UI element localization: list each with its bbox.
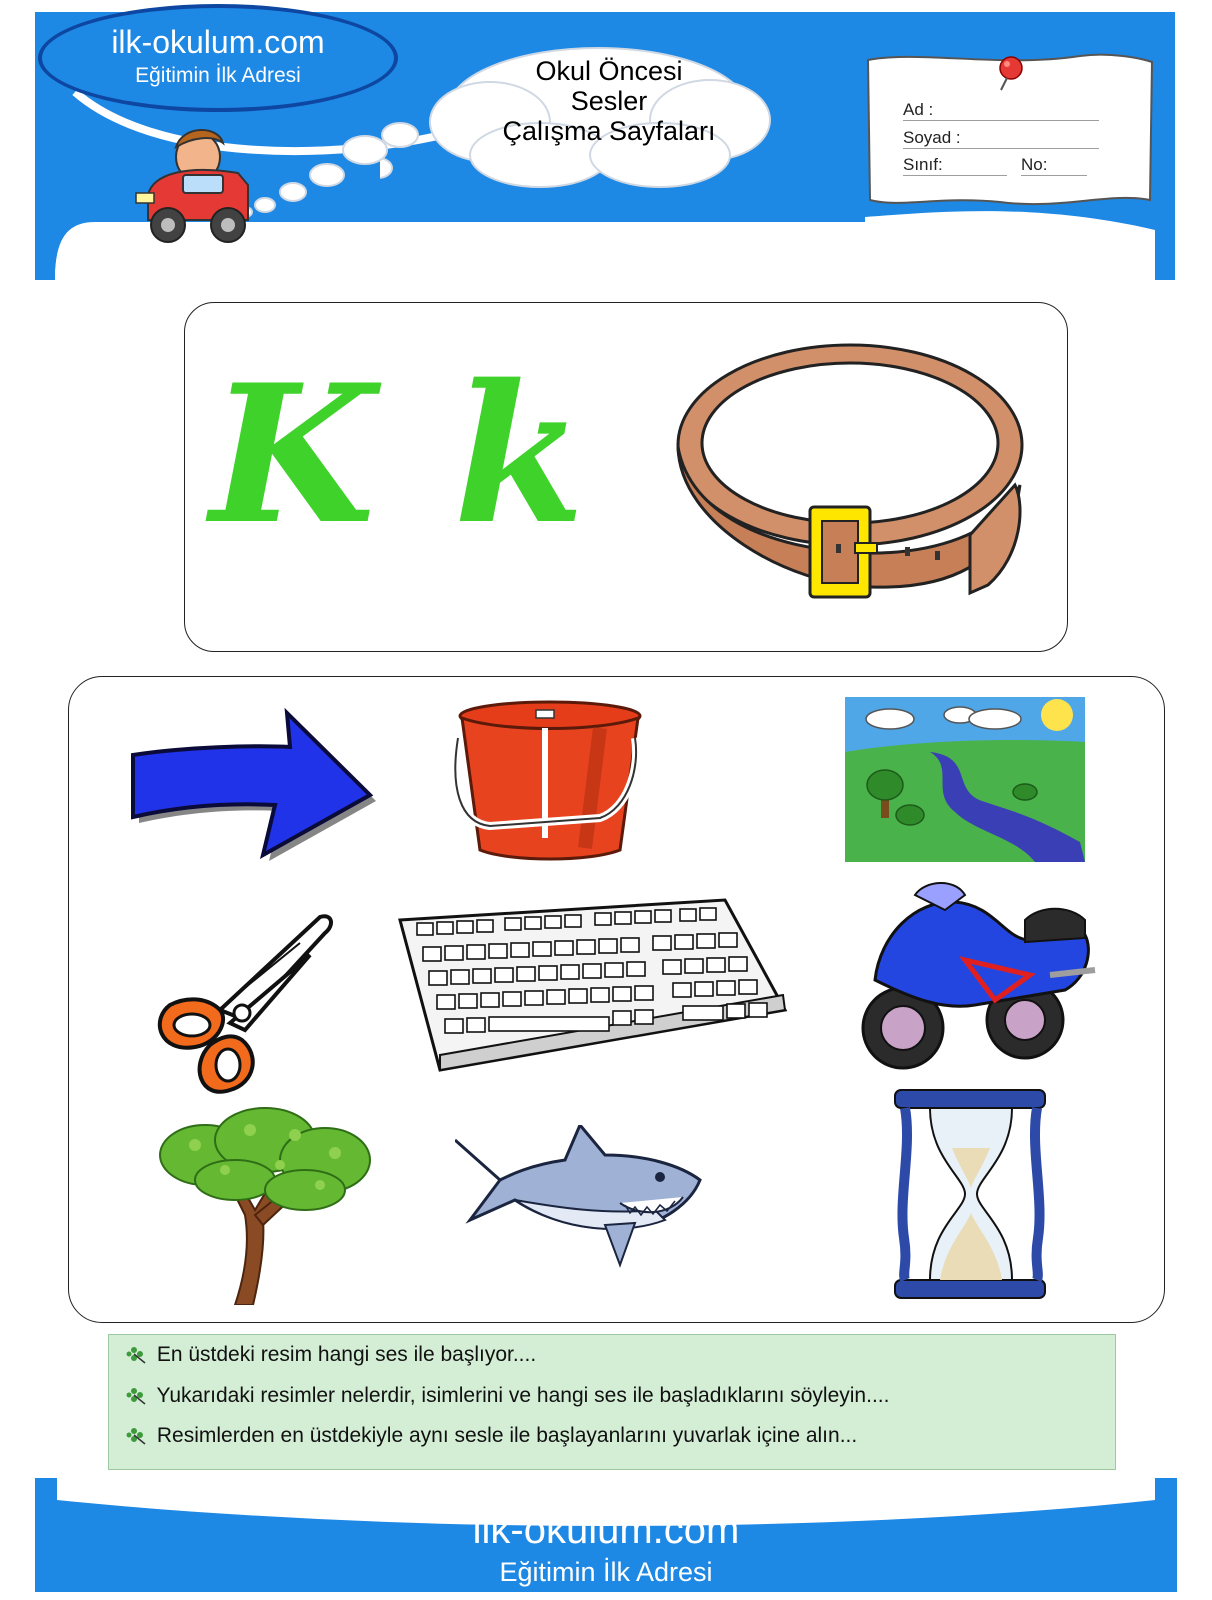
arrow-icon: [125, 705, 380, 865]
belt-icon: [670, 335, 1040, 620]
motorcycle-icon: [855, 880, 1100, 1075]
class-label: Sınıf:: [903, 155, 943, 174]
page-title: [448, 50, 770, 168]
title-line-1: Okul Öncesi: [535, 56, 683, 86]
student-info-card: [883, 58, 1123, 208]
letter-k: K k: [210, 343, 591, 566]
instruction-text: Yukarıdaki resimler nelerdir, isimlerini ve hangi ses ile başladıklarını söyleyin....: [156, 1384, 890, 1407]
surname-field[interactable]: [903, 128, 1099, 149]
scissors-icon: [150, 905, 340, 1100]
instruction-item: [125, 1384, 889, 1408]
instruction-text: En üstdeki resim hangi ses ile başlıyor....: [156, 1343, 537, 1366]
surname-label: Soyad :: [903, 128, 961, 147]
title-line-3: Çalışma Sayfaları: [502, 116, 716, 146]
footer-site-name[interactable]: ilk-okulum.com: [472, 1508, 740, 1552]
instruction-text: Resimlerden en üstdekiyle aynı sesle ile başlayanlarını yuvarlak içine alın...: [156, 1424, 858, 1447]
tree-icon: [155, 1105, 375, 1305]
footer-site-tagline: Eğitimin İlk Adresi: [499, 1557, 713, 1587]
bucket-icon: [450, 698, 650, 863]
instruction-item: [125, 1424, 857, 1448]
class-field[interactable]: [903, 155, 1007, 176]
clover-bullet-icon: [125, 1424, 151, 1446]
title-line-2: Sesler: [570, 86, 648, 116]
clover-bullet-icon: [125, 1343, 151, 1365]
instruction-item: [125, 1343, 536, 1367]
river-landscape-icon: [845, 697, 1085, 862]
clover-bullet-icon: [125, 1384, 151, 1406]
number-field[interactable]: [1021, 155, 1087, 176]
instructions-panel: [108, 1334, 1116, 1470]
site-name: ilk-okulum.com: [111, 24, 325, 60]
hourglass-icon: [890, 1088, 1052, 1300]
car-driver-icon: [128, 125, 378, 255]
site-logo[interactable]: [38, 4, 398, 112]
number-label: No:: [1021, 155, 1048, 174]
keyboard-icon: [395, 895, 790, 1075]
name-field[interactable]: [903, 100, 1099, 121]
site-tagline: Eğitimin İlk Adresi: [135, 64, 301, 87]
name-label: Ad :: [903, 100, 934, 119]
shark-icon: [455, 1125, 705, 1275]
